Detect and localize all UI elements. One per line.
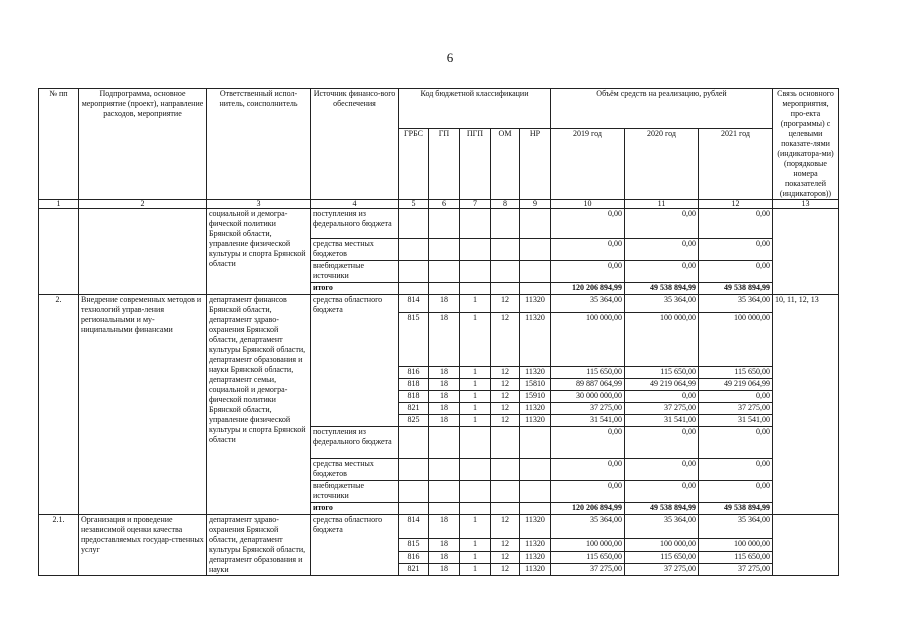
column-number: 10 <box>551 200 625 209</box>
grbs-cell: 816 <box>399 367 429 379</box>
gp-cell: 18 <box>429 403 460 415</box>
source-cell: внебюджетные источники <box>311 481 399 503</box>
header-num: № пп <box>39 89 79 200</box>
header-pgp: ПГП <box>460 129 491 200</box>
header-gp: ГП <box>429 129 460 200</box>
amount-2019: 0,00 <box>551 481 625 503</box>
amount-2021: 37 275,00 <box>699 563 773 575</box>
header-link: Связь основного мероприятия, про-екта (программы) с целевыми показате-лями (индикатора-ми) (порядковые номера показателей (индикаторов)) <box>773 89 839 200</box>
amount-2021: 0,00 <box>699 427 773 459</box>
amount-2020: 0,00 <box>625 459 699 481</box>
amount-2020: 115 650,00 <box>625 367 699 379</box>
om-cell: 12 <box>491 403 520 415</box>
amount-2020: 100 000,00 <box>625 539 699 551</box>
link-cell <box>773 209 839 295</box>
header-grbs: ГРБС <box>399 129 429 200</box>
gp-cell: 18 <box>429 379 460 391</box>
amount-2019: 35 364,00 <box>551 515 625 539</box>
column-number: 4 <box>311 200 399 209</box>
total-2020: 49 538 894,99 <box>625 503 699 515</box>
source-cell: средства местных бюджетов <box>311 459 399 481</box>
gp-cell: 18 <box>429 367 460 379</box>
executor-cell: департамент финансов Брянской области, департамент здраво-охранения Брянской области, департамент культуры Брянской области, департамент образования и науки Брянской области, департамент семьи, социальной и демогра-фической политики Брянской области, управление физической культуры и спорта Брянской области <box>207 295 311 515</box>
total-2019: 120 206 894,99 <box>551 503 625 515</box>
nr-cell: 15910 <box>520 391 551 403</box>
table-row <box>39 295 839 313</box>
program-cell: Внедрение современных методов и технологий управ-ления региональными и му-ниципальными финансами <box>79 295 207 515</box>
total-2021: 49 538 894,99 <box>699 283 773 295</box>
amount-2019: 0,00 <box>551 239 625 261</box>
nr-cell: 11320 <box>520 539 551 551</box>
amount-2019: 100 000,00 <box>551 313 625 367</box>
program-cell: Организация и проведение независимой оценки качества предоставляемых государ-ственных услуг <box>79 515 207 576</box>
table-row <box>39 515 839 539</box>
amount-2021: 100 000,00 <box>699 539 773 551</box>
header-row <box>39 89 839 129</box>
gp-cell: 18 <box>429 295 460 313</box>
gp-cell: 18 <box>429 415 460 427</box>
num-cell: 2.1. <box>39 515 79 576</box>
pgp-cell: 1 <box>460 313 491 367</box>
amount-2021: 115 650,00 <box>699 551 773 563</box>
column-number: 2 <box>79 200 207 209</box>
amount-2020: 0,00 <box>625 209 699 239</box>
amount-2021: 0,00 <box>699 481 773 503</box>
column-number: 5 <box>399 200 429 209</box>
grbs-cell: 815 <box>399 539 429 551</box>
header-program: Подпрограмма, основное мероприятие (проект), направление расходов, мероприятие <box>79 89 207 200</box>
amount-2021: 0,00 <box>699 391 773 403</box>
column-number: 7 <box>460 200 491 209</box>
om-cell: 12 <box>491 539 520 551</box>
amount-2020: 0,00 <box>625 481 699 503</box>
grbs-cell: 815 <box>399 313 429 367</box>
pgp-cell: 1 <box>460 403 491 415</box>
grbs-cell: 821 <box>399 563 429 575</box>
om-cell: 12 <box>491 295 520 313</box>
pgp-cell: 1 <box>460 379 491 391</box>
nr-cell: 11320 <box>520 295 551 313</box>
pgp-cell: 1 <box>460 563 491 575</box>
grbs-cell: 821 <box>399 403 429 415</box>
source-cell: средства местных бюджетов <box>311 239 399 261</box>
program-cell <box>79 209 207 295</box>
nr-cell: 11320 <box>520 515 551 539</box>
amount-2019: 35 364,00 <box>551 295 625 313</box>
num-cell: 2. <box>39 295 79 515</box>
source-cell: средства областного бюджета <box>311 295 399 427</box>
header-source: Источник финансо-вого обеспечения <box>311 89 399 200</box>
gp-cell: 18 <box>429 551 460 563</box>
amount-2019: 31 541,00 <box>551 415 625 427</box>
amount-2020: 37 275,00 <box>625 563 699 575</box>
pgp-cell: 1 <box>460 295 491 313</box>
amount-2019: 0,00 <box>551 459 625 481</box>
grbs-cell: 816 <box>399 551 429 563</box>
amount-2021: 31 541,00 <box>699 415 773 427</box>
header-om: ОМ <box>491 129 520 200</box>
amount-2021: 35 364,00 <box>699 515 773 539</box>
amount-2020: 49 219 064,99 <box>625 379 699 391</box>
grbs-cell: 814 <box>399 515 429 539</box>
pgp-cell: 1 <box>460 391 491 403</box>
header-nr: НР <box>520 129 551 200</box>
amount-2021: 37 275,00 <box>699 403 773 415</box>
grbs-cell: 825 <box>399 415 429 427</box>
grbs-cell: 814 <box>399 295 429 313</box>
amount-2020: 0,00 <box>625 391 699 403</box>
amount-2020: 35 364,00 <box>625 515 699 539</box>
amount-2021: 100 000,00 <box>699 313 773 367</box>
column-number: 12 <box>699 200 773 209</box>
nr-cell: 11320 <box>520 415 551 427</box>
column-number: 3 <box>207 200 311 209</box>
header-2021: 2021 год <box>699 129 773 200</box>
source-cell: поступления из федерального бюджета <box>311 427 399 459</box>
column-number: 1 <box>39 200 79 209</box>
amount-2021: 115 650,00 <box>699 367 773 379</box>
amount-2019: 37 275,00 <box>551 563 625 575</box>
column-number: 9 <box>520 200 551 209</box>
column-number: 13 <box>773 200 839 209</box>
gp-cell: 18 <box>429 563 460 575</box>
page-number: 6 <box>446 50 454 65</box>
amount-2020: 0,00 <box>625 261 699 283</box>
header-2020: 2020 год <box>625 129 699 200</box>
amount-2019: 30 000 000,00 <box>551 391 625 403</box>
grbs-cell: 818 <box>399 379 429 391</box>
source-cell: внебюджетные источники <box>311 261 399 283</box>
executor-cell: департамент здраво-охранения Брянской области, департамент культуры Брянской области, департамент образования и науки <box>207 515 311 576</box>
grbs-cell: 818 <box>399 391 429 403</box>
nr-cell: 11320 <box>520 403 551 415</box>
gp-cell: 18 <box>429 539 460 551</box>
om-cell: 12 <box>491 415 520 427</box>
amount-2020: 37 275,00 <box>625 403 699 415</box>
nr-cell: 11320 <box>520 563 551 575</box>
pgp-cell: 1 <box>460 415 491 427</box>
column-number: 11 <box>625 200 699 209</box>
om-cell: 12 <box>491 515 520 539</box>
pgp-cell: 1 <box>460 515 491 539</box>
total-2021: 49 538 894,99 <box>699 503 773 515</box>
amount-2019: 115 650,00 <box>551 367 625 379</box>
gp-cell: 18 <box>429 391 460 403</box>
amount-2021: 35 364,00 <box>699 295 773 313</box>
column-number: 8 <box>491 200 520 209</box>
amount-2020: 0,00 <box>625 427 699 459</box>
amount-2021: 0,00 <box>699 209 773 239</box>
table-row <box>39 209 839 239</box>
amount-2021: 0,00 <box>699 239 773 261</box>
header-budget-code: Код бюджетной классификации <box>399 89 551 129</box>
amount-2020: 31 541,00 <box>625 415 699 427</box>
amount-2021: 0,00 <box>699 261 773 283</box>
budget-table <box>38 88 839 576</box>
header-funding: Объём средств на реализацию, рублей <box>551 89 773 129</box>
link-cell <box>773 515 839 576</box>
amount-2019: 89 887 064,99 <box>551 379 625 391</box>
total-2019: 120 206 894,99 <box>551 283 625 295</box>
total-label: итого <box>311 283 399 295</box>
gp-cell: 18 <box>429 515 460 539</box>
amount-2020: 35 364,00 <box>625 295 699 313</box>
om-cell: 12 <box>491 313 520 367</box>
num-cell <box>39 209 79 295</box>
amount-2019: 115 650,00 <box>551 551 625 563</box>
amount-2019: 0,00 <box>551 261 625 283</box>
column-number-row <box>39 200 839 209</box>
amount-2020: 115 650,00 <box>625 551 699 563</box>
amount-2019: 37 275,00 <box>551 403 625 415</box>
nr-cell: 11320 <box>520 313 551 367</box>
amount-2021: 0,00 <box>699 459 773 481</box>
om-cell: 12 <box>491 367 520 379</box>
om-cell: 12 <box>491 379 520 391</box>
link-cell: 10, 11, 12, 13 <box>773 295 839 515</box>
amount-2020: 0,00 <box>625 239 699 261</box>
total-2020: 49 538 894,99 <box>625 283 699 295</box>
total-label: итого <box>311 503 399 515</box>
pgp-cell: 1 <box>460 551 491 563</box>
nr-cell: 15810 <box>520 379 551 391</box>
executor-cell: социальной и демогра-фической политики Брянской области, управление физической культуры и спорта Брянской области <box>207 209 311 295</box>
source-cell: средства областного бюджета <box>311 515 399 576</box>
header-2019: 2019 год <box>551 129 625 200</box>
pgp-cell: 1 <box>460 367 491 379</box>
amount-2019: 100 000,00 <box>551 539 625 551</box>
om-cell: 12 <box>491 391 520 403</box>
header-executor: Ответственный испол-нитель, соисполнитель <box>207 89 311 200</box>
pgp-cell: 1 <box>460 539 491 551</box>
nr-cell: 11320 <box>520 551 551 563</box>
column-number: 6 <box>429 200 460 209</box>
amount-2021: 49 219 064,99 <box>699 379 773 391</box>
nr-cell: 11320 <box>520 367 551 379</box>
amount-2019: 0,00 <box>551 209 625 239</box>
om-cell: 12 <box>491 551 520 563</box>
amount-2019: 0,00 <box>551 427 625 459</box>
amount-2020: 100 000,00 <box>625 313 699 367</box>
gp-cell: 18 <box>429 313 460 367</box>
source-cell: поступления из федерального бюджета <box>311 209 399 239</box>
om-cell: 12 <box>491 563 520 575</box>
